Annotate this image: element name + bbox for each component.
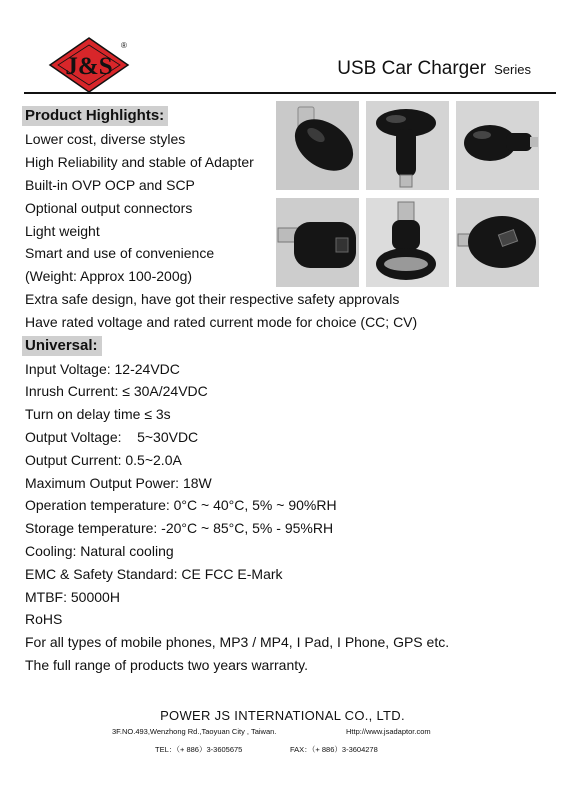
spec-item: Maximum Output Power: 18W (25, 475, 212, 491)
spec-item: Inrush Current: ≤ 30A/24VDC (25, 383, 208, 399)
spec-item: Input Voltage: 12-24VDC (25, 361, 180, 377)
header-divider (24, 92, 556, 94)
svg-text:®: ® (121, 41, 127, 50)
product-photo (276, 198, 359, 287)
page-title: USB Car Charger (337, 58, 487, 79)
spec-item: Storage temperature: -20°C ~ 85°C, 5% - 95%RH (25, 520, 334, 536)
footer-fax: FAX：（+ 886）3-3604278 (290, 745, 378, 754)
highlight-item: Built-in OVP OCP and SCP (25, 177, 195, 193)
product-photo (276, 101, 359, 190)
spec-item: Output Current: 0.5~2.0A (25, 452, 182, 468)
product-photo (366, 101, 449, 190)
spec-item: Turn on delay time ≤ 3s (25, 406, 171, 422)
series-label: Series (494, 62, 531, 77)
highlight-item: High Reliability and stable of Adapter (25, 154, 254, 170)
highlight-item: Light weight (25, 223, 100, 239)
highlight-item: Have rated voltage and rated current mode for choice (CC; CV) (25, 314, 418, 330)
footer-address: 3F.NO.493,Wenzhong Rd.,Taoyuan City , Taiwan. (112, 727, 277, 736)
spec-item: Operation temperature: 0°C ~ 40°C, 5% ~ 90%RH (25, 497, 337, 513)
logo-text: J&S (65, 53, 113, 80)
highlight-item: Extra safe design, have got their respective safety approvals (25, 291, 400, 307)
spec-item: The full range of products two years warranty. (25, 657, 308, 673)
spec-item: EMC & Safety Standard: CE FCC E-Mark (25, 566, 283, 582)
spec-item: For all types of mobile phones, MP3 / MP4, I Pad, I Phone, GPS etc. (25, 634, 450, 650)
spec-item: RoHS (25, 611, 63, 627)
universal-heading: Universal: (22, 336, 102, 356)
highlights-heading: Product Highlights: (22, 106, 168, 126)
highlight-item: Optional output connectors (25, 200, 193, 216)
product-photo (456, 198, 539, 287)
highlight-item: (Weight: Approx 100-200g) (25, 268, 193, 284)
footer-tel: TEL：（+ 886）3-3605675 (155, 745, 243, 754)
footer-website: Http://www.jsadaptor.com (346, 727, 431, 736)
product-photo (366, 198, 449, 287)
highlight-item: Smart and use of convenience (25, 245, 215, 261)
highlight-item: Lower cost, diverse styles (25, 131, 186, 147)
spec-item: MTBF: 50000H (25, 589, 120, 605)
product-photo (456, 101, 539, 190)
header-title-group (337, 58, 531, 80)
spec-item: Output Voltage: 5~30VDC (25, 429, 199, 445)
js-logo (48, 36, 130, 94)
spec-item: Cooling: Natural cooling (25, 543, 174, 559)
footer-company: POWER JS INTERNATIONAL CO., LTD. (160, 708, 405, 723)
product-photo-grid (276, 101, 540, 287)
